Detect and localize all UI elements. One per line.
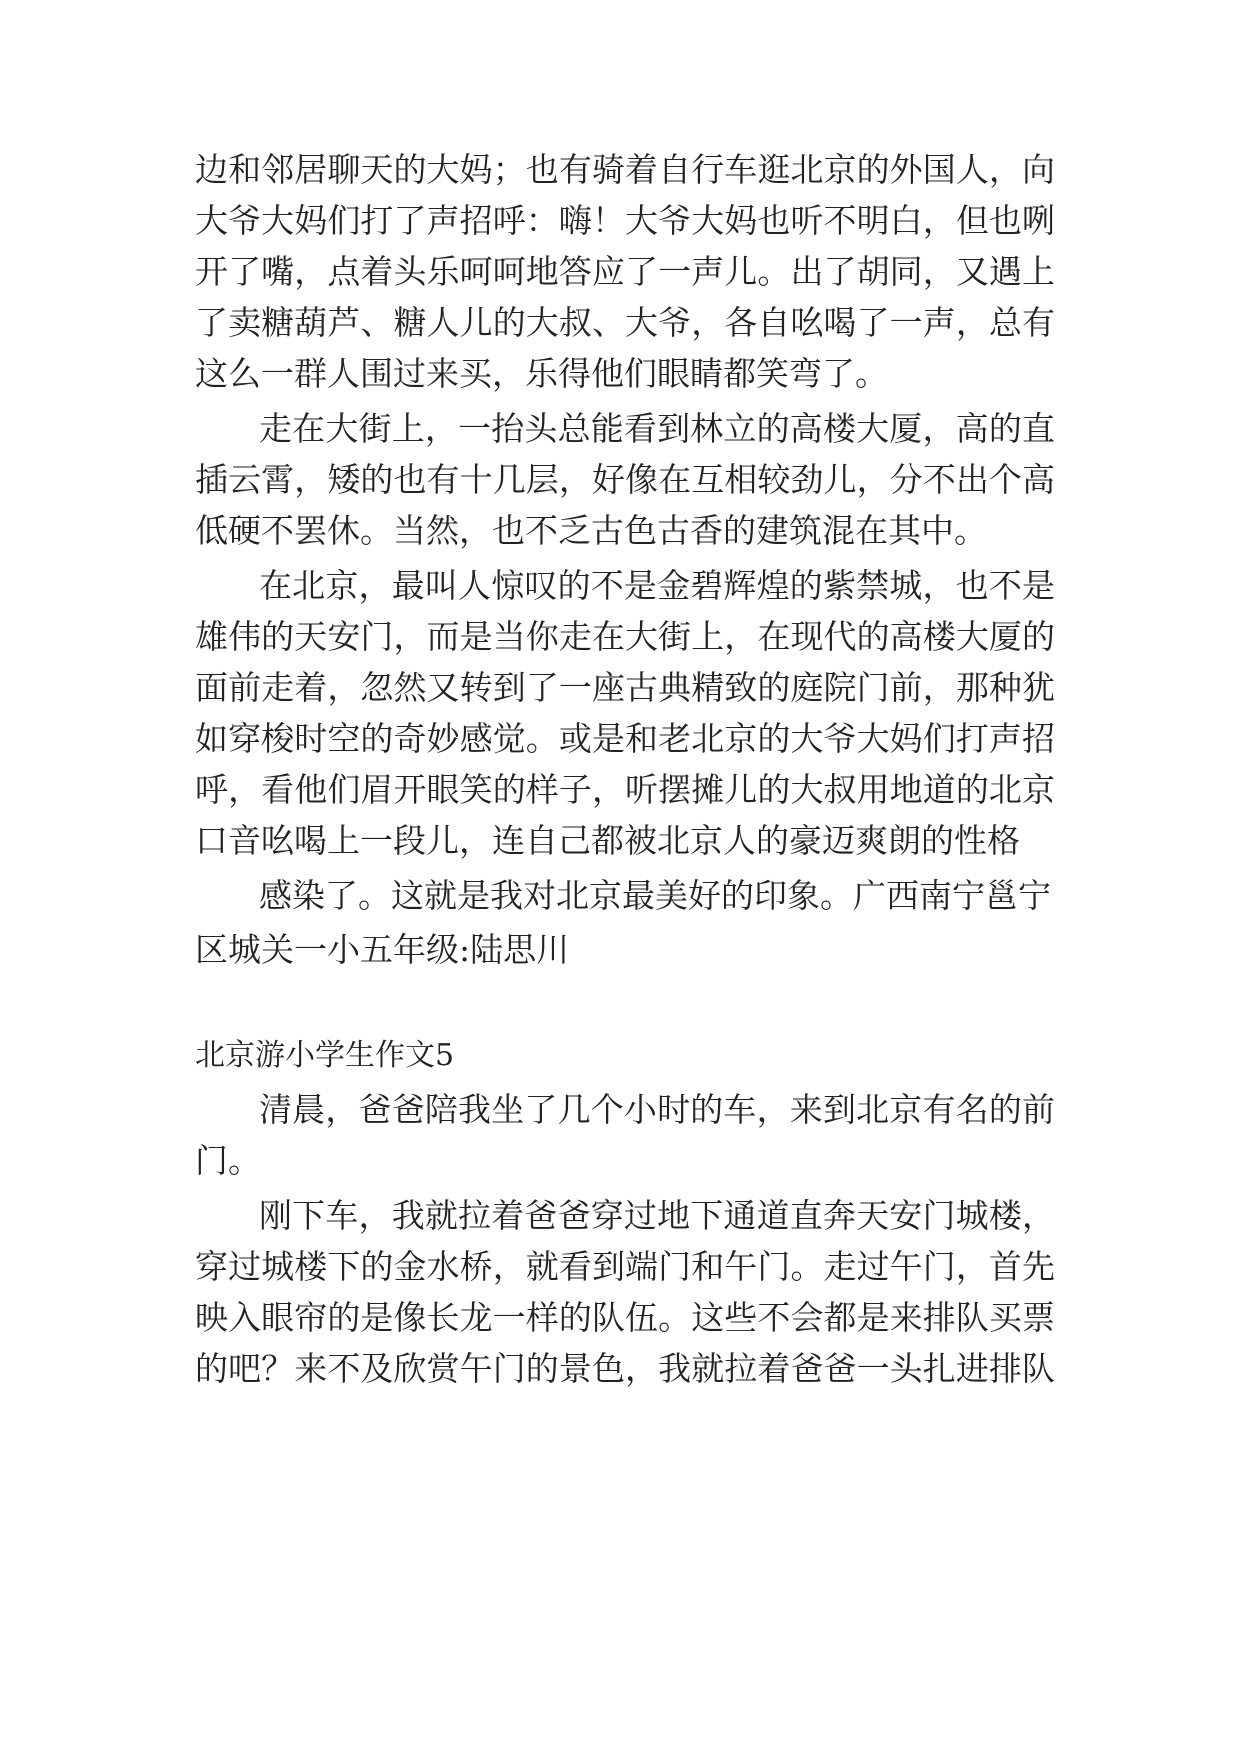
text-line: 的吧？来不及欣赏午门的景色，我就拉着爸爸一头扎进排队 — [195, 1349, 1055, 1388]
text-line: 插云霄，矮的也有十几层，好像在互相较劲儿，分不出个高 — [195, 460, 1055, 499]
text-line: 如穿梭时空的奇妙感觉。或是和老北京的大爷大妈们打声招 — [195, 719, 1055, 758]
text-line: 走在大街上，一抬头总能看到林立的高楼大厦，高的直 — [259, 409, 1055, 448]
text-line: 呼，看他们眉开眼笑的样子，听摆摊儿的大叔用地道的北京 — [195, 770, 1055, 809]
text-line: 雄伟的天安门，而是当你走在大街上，在现代的高楼大厦的 — [195, 617, 1055, 656]
text-line: 区城关一小五年级:陆思川 — [195, 930, 570, 969]
text-line: 这么一群人围过来买，乐得他们眼睛都笑弯了。 — [195, 354, 888, 393]
text-line: 映入眼帘的是像长龙一样的队伍。这些不会都是来排队买票 — [195, 1298, 1055, 1337]
text-line: 门。 — [195, 1141, 261, 1180]
text-line: 低硬不罢休。当然，也不乏古色古香的建筑混在其中。 — [195, 511, 987, 550]
text-line: 开了嘴，点着头乐呵呵地答应了一声儿。出了胡同，又遇上 — [195, 252, 1055, 291]
text-line: 在北京，最叫人惊叹的不是金碧辉煌的紫禁城，也不是 — [259, 566, 1055, 605]
text-line: 感染了。这就是我对北京最美好的印象。广西南宁邕宁 — [259, 876, 1051, 915]
section-heading: 北京游小学生作文5 — [195, 1038, 455, 1073]
text-line: 了卖糖葫芦、糖人儿的大叔、大爷，各自吆喝了一声，总有 — [195, 303, 1055, 342]
text-line: 清晨，爸爸陪我坐了几个小时的车，来到北京有名的前 — [259, 1090, 1055, 1129]
text-line: 面前走着，忽然又转到了一座古典精致的庭院门前，那种犹 — [195, 668, 1055, 707]
text-line: 大爷大妈们打了声招呼：嗨！大爷大妈也听不明白，但也咧 — [195, 201, 1055, 240]
text-line: 穿过城楼下的金水桥，就看到端门和午门。走过午门，首先 — [195, 1247, 1055, 1286]
text-line: 刚下车，我就拉着爸爸穿过地下通道直奔天安门城楼， — [259, 1196, 1055, 1235]
text-line: 口音吆喝上一段儿，连自己都被北京人的豪迈爽朗的性格 — [195, 821, 1020, 860]
text-line: 边和邻居聊天的大妈；也有骑着自行车逛北京的外国人，向 — [195, 150, 1055, 189]
